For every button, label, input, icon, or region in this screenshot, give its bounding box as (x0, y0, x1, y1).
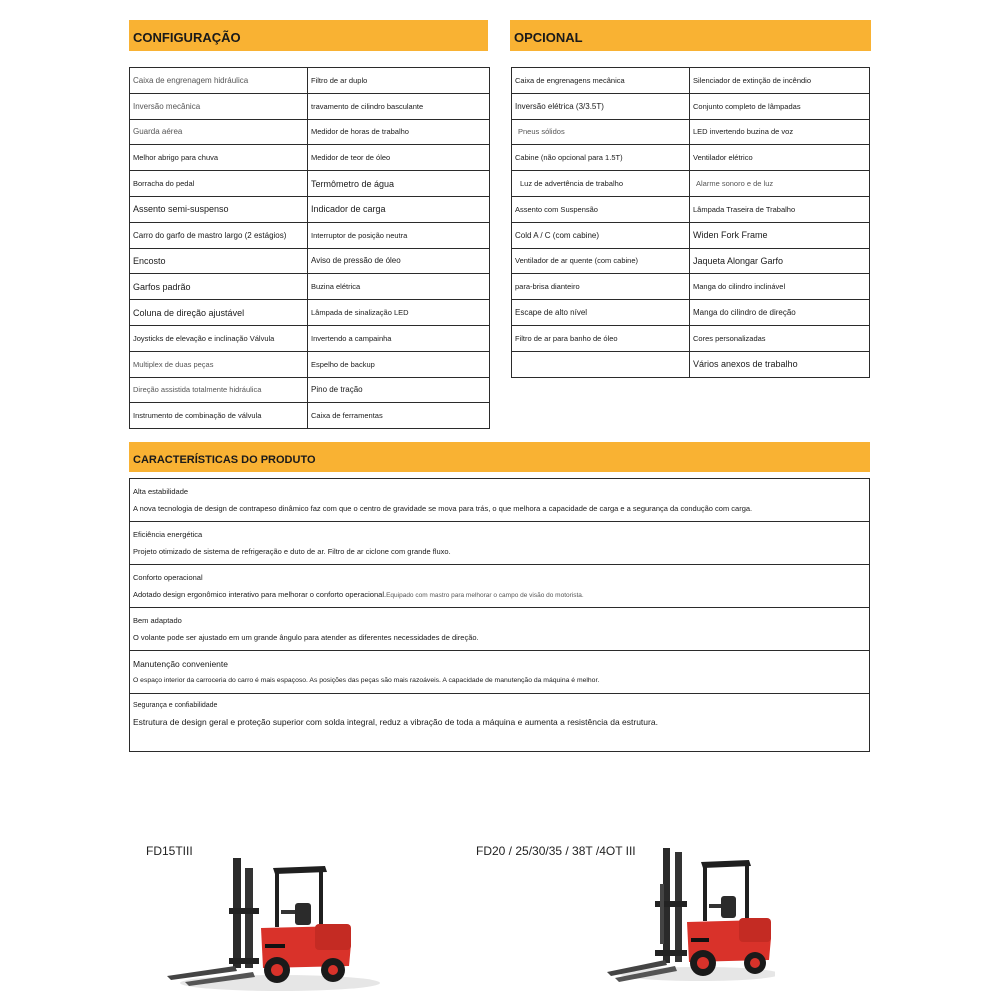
table-cell: Ventilador de ar quente (com cabine) (512, 248, 690, 274)
forklift-fd20-image (605, 846, 775, 986)
table-row (130, 274, 490, 300)
table-cell: Vários anexos de trabalho (690, 351, 870, 377)
table-row (130, 145, 490, 171)
table-cell: Manga do cilindro de direção (690, 300, 870, 326)
table-cell: Aviso de pressão de óleo (308, 248, 490, 274)
table-row (130, 119, 490, 145)
table-row (130, 325, 490, 351)
table-cell: Invertendo a campainha (308, 325, 490, 351)
table-cell: Inversão elétrica (3/3.5T) (512, 93, 690, 119)
table-row (512, 93, 870, 119)
table-cell: Cold A / C (com cabine) (512, 222, 690, 248)
table-cell: Joysticks de elevação e inclinação Válvula (130, 325, 308, 351)
feature-desc (133, 590, 866, 599)
table-row (130, 403, 490, 429)
table-row (512, 351, 870, 377)
table-cell: Instrumento de combinação de válvula (130, 403, 308, 429)
table-cell: Buzina elétrica (308, 274, 490, 300)
forklift-fd15-image (165, 848, 385, 996)
list-item (130, 565, 869, 608)
table-cell (512, 351, 690, 377)
table-cell: Conjunto completo de lâmpadas (690, 93, 870, 119)
table-cell: Medidor de horas de trabalho (308, 119, 490, 145)
feature-desc: O volante pode ser ajustado em um grande ângulo para atender as diferentes necessidades de direção. (133, 633, 479, 642)
table-row (130, 68, 490, 94)
table-cell: Guarda aérea (130, 119, 308, 145)
feature-title: Eficiência energética (133, 530, 203, 539)
table-cell: Multiplex de duas peças (130, 351, 308, 377)
table-row (512, 300, 870, 326)
table-cell: Cabine (não opcional para 1.5T) (512, 145, 690, 171)
table-row (130, 377, 490, 403)
configuracao-table (129, 67, 490, 429)
feature-desc-main: Adotado design ergonômico interativo para melhorar o conforto operacional. (133, 590, 387, 599)
table-cell: Medidor de teor de óleo (308, 145, 490, 171)
list-item (130, 522, 869, 565)
table-row (130, 93, 490, 119)
table-row (130, 351, 490, 377)
feature-desc: Projeto otimizado de sistema de refrigeração e duto de ar. Filtro de ar ciclone com grande fluxo. (133, 547, 451, 556)
table-row (130, 222, 490, 248)
feature-title: Alta estabilidade (133, 487, 189, 496)
table-row (130, 300, 490, 326)
feature-title: Bem adaptado (133, 616, 182, 625)
table-cell: Caixa de engrenagens mecânica (512, 68, 690, 94)
table-row (512, 325, 870, 351)
list-item (130, 651, 869, 694)
opcional-table (511, 67, 870, 378)
table-cell: Carro do garfo de mastro largo (2 estágios) (130, 222, 308, 248)
table-cell: Assento semi-suspenso (130, 196, 308, 222)
table-cell: Widen Fork Frame (690, 222, 870, 248)
table-row (130, 196, 490, 222)
table-cell: Lâmpada Traseira de Trabalho (690, 196, 870, 222)
list-item (130, 608, 869, 651)
configuracao-header: CONFIGURAÇÃO (129, 20, 488, 51)
list-item (130, 694, 869, 737)
table-cell: Silenciador de extinção de incêndio (690, 68, 870, 94)
table-row (512, 222, 870, 248)
list-item (130, 479, 869, 522)
caracteristicas-list (129, 478, 870, 752)
table-cell: Luz de advertência de trabalho (512, 171, 690, 197)
table-row (512, 274, 870, 300)
table-row (512, 248, 870, 274)
model-label-fd20: FD20 / 25/30/35 / 38T /4OT III (476, 844, 636, 858)
table-cell: Lâmpada de sinalização LED (308, 300, 490, 326)
feature-title: Conforto operacional (133, 573, 203, 582)
table-row (512, 68, 870, 94)
table-cell: Manga do cilindro inclinável (690, 274, 870, 300)
table-row (512, 196, 870, 222)
table-cell: Pneus sólidos (512, 119, 690, 145)
table-cell: Borracha do pedal (130, 171, 308, 197)
table-cell: Caixa de engrenagem hidráulica (130, 68, 308, 94)
feature-title: Segurança e confiabilidade (133, 702, 218, 709)
feature-desc: O espaço interior da carroceria do carro é mais espaçoso. As posições das peças são mais razoáveis. A capacidade de manutenção da máquina é melhor. (133, 677, 600, 684)
table-cell: Interruptor de posição neutra (308, 222, 490, 248)
table-cell: Filtro de ar duplo (308, 68, 490, 94)
table-cell: Inversão mecânica (130, 93, 308, 119)
table-cell: Coluna de direção ajustável (130, 300, 308, 326)
table-cell: Ventilador elétrico (690, 145, 870, 171)
table-cell: Alarme sonoro e de luz (690, 171, 870, 197)
feature-desc: Estrutura de design geral e proteção superior com solda integral, reduz a vibração de toda a máquina e aumenta a resistência da estrutura. (133, 717, 658, 727)
table-row (130, 248, 490, 274)
feature-desc-extra: Equipado com mastro para melhorar o campo de visão do motorista. (386, 592, 584, 599)
table-cell: Melhor abrigo para chuva (130, 145, 308, 171)
model-label-fd15: FD15TIII (146, 844, 193, 858)
table-cell: para-brisa dianteiro (512, 274, 690, 300)
table-cell: Encosto (130, 248, 308, 274)
table-row (130, 171, 490, 197)
table-cell: Filtro de ar para banho de óleo (512, 325, 690, 351)
table-cell: Garfos padrão (130, 274, 308, 300)
feature-title: Manutenção conveniente (133, 659, 228, 669)
caracteristicas-header: CARACTERÍSTICAS DO PRODUTO (129, 442, 870, 472)
table-cell: Espelho de backup (308, 351, 490, 377)
table-cell: Termômetro de água (308, 171, 490, 197)
table-row (512, 145, 870, 171)
feature-desc: A nova tecnologia de design de contrapeso dinâmico faz com que o centro de gravidade se mova para trás, o que melhora a capacidade de carga e a segurança da condução com carga. (133, 504, 753, 513)
table-cell: Direção assistida totalmente hidráulica (130, 377, 308, 403)
table-cell: Pino de tração (308, 377, 490, 403)
table-cell: LED invertendo buzina de voz (690, 119, 870, 145)
table-cell: Cores personalizadas (690, 325, 870, 351)
table-cell: Indicador de carga (308, 196, 490, 222)
table-row (512, 171, 870, 197)
table-row (512, 119, 870, 145)
table-cell: Assento com Suspensão (512, 196, 690, 222)
table-cell: Escape de alto nível (512, 300, 690, 326)
table-cell: Jaqueta Alongar Garfo (690, 248, 870, 274)
table-cell: Caixa de ferramentas (308, 403, 490, 429)
table-cell: travamento de cilindro basculante (308, 93, 490, 119)
opcional-header: OPCIONAL (510, 20, 871, 51)
